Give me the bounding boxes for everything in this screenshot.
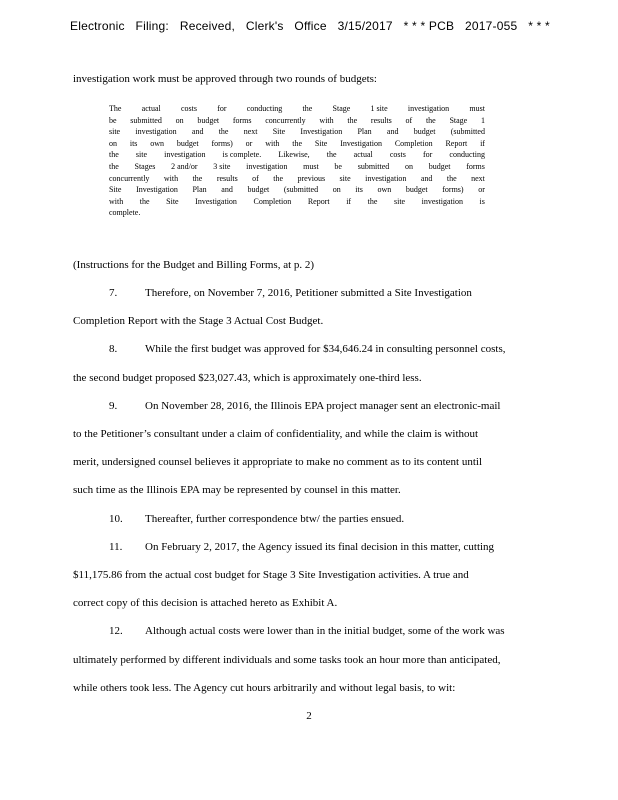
quote-line — [109, 207, 485, 218]
intro-line: investigation work must be approved through two rounds of budgets: — [73, 73, 377, 85]
paragraph-text: to the Petitioner’s consultant under a claim of confidentiality, and while the claim is without — [73, 428, 479, 440]
paragraph-line — [73, 568, 539, 582]
quote-word: own — [377, 185, 392, 195]
quote-word: must — [303, 162, 319, 171]
quote-word: the — [273, 173, 284, 183]
paragraph-number: 7. — [109, 287, 118, 299]
quote-word: submitted — [357, 162, 390, 171]
quote-word: next — [471, 173, 485, 183]
quote-word: on — [109, 138, 117, 148]
quote-word: forms) — [211, 138, 233, 148]
quote-word: the — [302, 104, 313, 113]
quote-line — [109, 149, 485, 160]
quote-word: the — [347, 115, 358, 125]
paragraph-text: On February 2, 2017, the Agency issued its final decision in this matter, cutting — [145, 540, 495, 553]
quote-word: forms — [466, 162, 485, 171]
quote-word: the — [367, 196, 378, 206]
quote-word: budget — [428, 162, 451, 171]
quote-word: own — [150, 138, 165, 148]
paragraph-text: $11,175.86 from the actual cost budget for Stage 3 Site Investigation activities. A true and — [73, 569, 469, 581]
quote-word: site — [135, 150, 147, 160]
quote-word: budget — [247, 185, 270, 195]
quote-word: concurrently — [265, 115, 306, 125]
header-part: * * * PCB — [403, 19, 455, 33]
quote-word: previous — [297, 173, 326, 183]
paragraph-line — [73, 314, 539, 328]
quote-word: Site — [166, 196, 179, 206]
paragraph-text: Thereafter, further correspondence btw/ the parties ensued. — [145, 512, 405, 525]
quote-word: Stage — [449, 115, 468, 125]
quote-word: Report — [445, 138, 468, 148]
quote-word: with — [109, 196, 124, 206]
quote-word: the — [139, 196, 150, 206]
quote-word: investigation — [246, 162, 288, 171]
quote-word: Site — [314, 138, 328, 148]
quote-word: with — [163, 173, 179, 183]
paragraph-number: 9. — [109, 399, 118, 412]
paragraph-line — [73, 483, 539, 497]
quote-word: costs — [180, 104, 197, 113]
quote-word: Investigation — [340, 138, 382, 148]
header-part: Clerk's — [245, 19, 284, 33]
quote-word: Plan — [357, 127, 372, 137]
quote-word: results — [370, 115, 392, 125]
filing-header — [70, 19, 550, 33]
paragraph-line — [73, 427, 539, 441]
quote-word: next — [243, 127, 258, 137]
quote-word: its — [129, 138, 138, 148]
quote-line — [109, 184, 485, 195]
quote-word: Site — [272, 127, 286, 137]
citation: (Instructions for the Budget and Billing Forms, at p. 2) — [73, 259, 315, 271]
quote-line — [109, 161, 485, 172]
paragraph-line — [73, 624, 539, 638]
quote-word: concurrently — [109, 173, 150, 183]
quote-line — [109, 126, 485, 137]
paragraph-text: Therefore, on November 7, 2016, Petitioner submitted a Site Investigation — [145, 287, 472, 299]
quote-word: Report — [307, 196, 330, 206]
quote-word: Stage — [332, 104, 351, 113]
quote-word: with — [265, 138, 280, 148]
quote-word: on — [404, 162, 413, 171]
quote-word: Plan — [192, 185, 207, 195]
quote-word: if — [346, 196, 352, 206]
paragraph-line — [73, 455, 539, 469]
paragraph-line — [73, 371, 539, 385]
quote-word: and — [386, 127, 399, 137]
paragraph-number: 11. — [109, 540, 123, 553]
quote-word: is — [479, 196, 485, 206]
paragraph-line — [73, 286, 539, 300]
quote-word: of — [252, 173, 259, 183]
paragraph-text: while others took less. The Agency cut hours arbitrarily and without legal basis, to wit: — [73, 681, 456, 694]
quote-word: the — [109, 150, 119, 160]
quote-word: budget — [405, 185, 428, 195]
quote-word: investigation — [421, 196, 463, 206]
quote-word: Completion — [253, 196, 292, 206]
quote-word: Site — [109, 185, 122, 195]
quote-word: for — [422, 150, 433, 160]
header-part: 3/15/2017 — [337, 19, 393, 33]
quote-word: actual — [141, 104, 161, 113]
quote-word: 3 site — [213, 162, 231, 171]
paragraph-text: ultimately performed by different individuals and some tasks took an hour more than anticipated, — [73, 653, 501, 666]
quote-word: with — [319, 115, 334, 125]
quote-line — [109, 173, 485, 184]
quote-word: Investigation — [195, 196, 237, 206]
quote-word: for — [217, 104, 227, 113]
quote-word: investigation — [365, 173, 407, 183]
header-part: Office — [294, 19, 327, 33]
quote-word: and — [191, 127, 204, 137]
paragraph-text: Completion Report with the Stage 3 Actual Cost Budget. — [73, 315, 324, 328]
paragraph-text: the second budget proposed $23,027.43, which is approximately one-third less. — [73, 371, 422, 384]
page-number: 2 — [306, 710, 312, 722]
paragraph-text: merit, undersigned counsel believes it appropriate to make no comment as to its content until — [73, 456, 483, 469]
quote-word: Investigation — [136, 185, 178, 195]
quote-line — [109, 138, 485, 149]
paragraph-number: 12. — [109, 625, 123, 638]
header-part: Electronic — [70, 19, 125, 33]
quote-word: The — [109, 104, 122, 113]
quote-word: its — [355, 185, 363, 195]
header-part: 2017-055 — [465, 19, 518, 33]
quote-line — [109, 196, 485, 207]
paragraph-line — [73, 512, 539, 526]
quote-word: of — [405, 115, 413, 125]
paragraph-text: While the first budget was approved for $34,646.24 in consulting personnel costs, — [145, 343, 506, 356]
paragraph-text: On November 28, 2016, the Illinois EPA project manager sent an electronic-mail — [145, 399, 501, 412]
quote-word: Likewise, — [278, 150, 310, 160]
quote-word: forms — [232, 115, 252, 125]
quote-word: Completion — [394, 138, 433, 148]
quote-word: and — [420, 173, 433, 183]
paragraph-line — [73, 681, 539, 695]
quote-word: 1 — [480, 115, 485, 125]
quote-word: the — [218, 127, 229, 137]
quote-word: the — [292, 138, 303, 148]
quote-word: the — [109, 162, 119, 171]
quote-word: (submitted — [283, 185, 319, 195]
header-part: Received, — [179, 19, 235, 33]
quote-word: or — [478, 185, 485, 195]
paragraph-number: 8. — [109, 343, 118, 356]
quote-line — [109, 103, 485, 114]
quote-word: must — [469, 104, 485, 113]
paragraph-text: correct copy of this decision is attached hereto as Exhibit A. — [73, 597, 338, 610]
paragraph-line — [73, 399, 539, 413]
header-part: * * * — [528, 19, 550, 33]
paragraph-line — [73, 342, 539, 356]
header-part: Filing: — [135, 19, 169, 33]
quote-word: the — [446, 173, 457, 183]
quote-word: 2 and/or — [171, 162, 198, 171]
quote-word: budget — [413, 127, 436, 137]
quote-word: on — [175, 115, 184, 125]
quote-word: submitted — [130, 115, 162, 125]
quote-word: the — [326, 150, 337, 160]
quote-word: investigation — [135, 127, 177, 137]
quote-word: Investigation — [300, 127, 343, 137]
quote-word: investigation — [407, 104, 450, 113]
quote-word: actual — [353, 150, 373, 160]
quote-word: site — [109, 127, 121, 137]
quote-word: conducting — [246, 104, 283, 113]
quote-word: the — [192, 173, 203, 183]
paragraph-line — [73, 540, 539, 554]
quote-word: results — [216, 173, 238, 183]
paragraph-text: such time as the Illinois EPA may be represented by counsel in this matter. — [73, 484, 401, 497]
quote-word: if — [480, 138, 485, 148]
quote-word: budget — [176, 138, 199, 148]
quote-word: is complete. — [222, 150, 262, 160]
quote-word: site — [393, 196, 406, 206]
quote-word: costs — [389, 150, 406, 160]
quote-word: Stages — [134, 162, 156, 171]
quote-word: and — [221, 185, 233, 195]
paragraph-line — [73, 596, 539, 610]
quote-word: site — [339, 173, 351, 183]
quote-word: budget — [197, 115, 220, 125]
paragraph-number: 10. — [109, 512, 123, 525]
quote-line — [109, 115, 485, 126]
paragraph-line — [73, 653, 539, 667]
quote-word: or — [245, 138, 253, 148]
quote-word: the — [425, 115, 436, 125]
quote-word: forms) — [442, 185, 464, 195]
quote-word: conducting — [449, 150, 485, 160]
quote-word: (submitted — [450, 127, 485, 137]
quote-word: complete. — [109, 208, 141, 218]
paragraph-text: Although actual costs were lower than in the initial budget, some of the work was — [145, 625, 505, 638]
quote-word: be — [109, 115, 117, 125]
quote-word: investigation — [164, 150, 206, 160]
quote-word: be — [334, 162, 342, 171]
quote-word: on — [332, 185, 341, 195]
quote-word: 1 site — [370, 104, 388, 113]
